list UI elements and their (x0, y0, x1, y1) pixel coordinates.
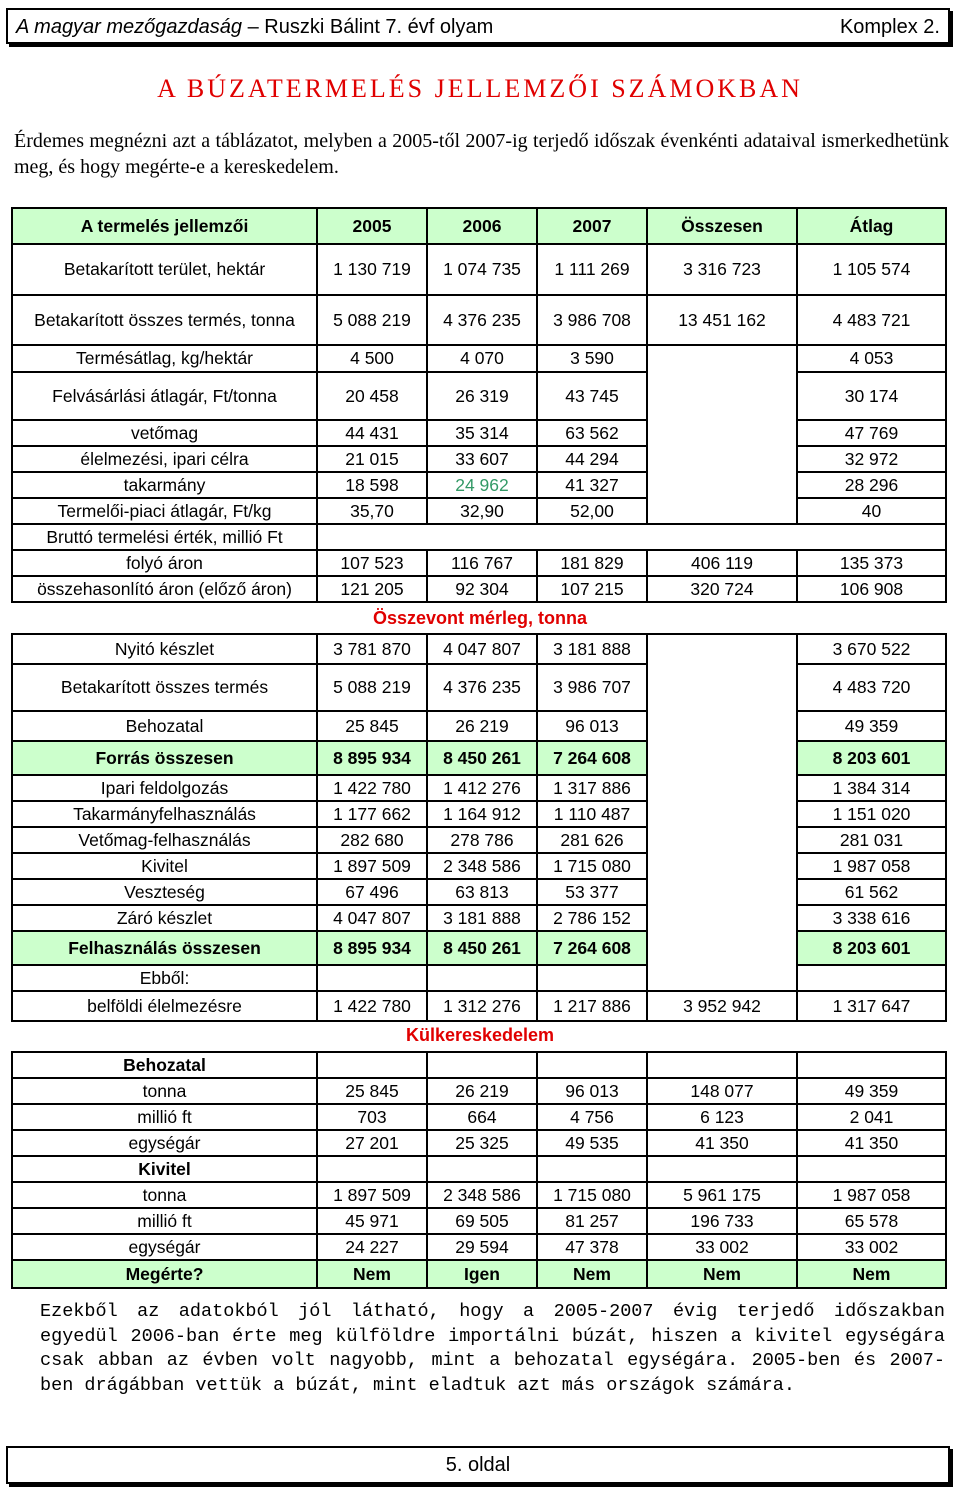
table-row (12, 372, 946, 420)
table-row (12, 1104, 946, 1130)
row-label: Kivitel (12, 1156, 317, 1182)
table-row (12, 965, 946, 991)
table-cell: 43 745 (537, 372, 647, 420)
table-row (12, 472, 946, 498)
row-label: Takarmányfelhasználás (12, 801, 317, 827)
table-cell: 196 733 (647, 1208, 797, 1234)
table-row (12, 550, 946, 576)
table-cell: 121 205 (317, 576, 427, 602)
table-cell: 44 431 (317, 420, 427, 446)
table-row (12, 1078, 946, 1104)
table-cell: 8 895 934 (317, 931, 427, 965)
table-row (12, 801, 946, 827)
table-row (12, 1260, 946, 1288)
table-cell: 8 203 601 (797, 931, 946, 965)
table-cell: 2 348 586 (427, 853, 537, 879)
table-cell: 30 174 (797, 372, 946, 420)
table-row (12, 345, 946, 372)
trade-table (11, 1051, 947, 1289)
table-cell: 27 201 (317, 1130, 427, 1156)
table-row (12, 879, 946, 905)
table-cell: 1 384 314 (797, 775, 946, 801)
table-cell: 8 450 261 (427, 931, 537, 965)
row-label: összehasonlító áron (előző áron) (12, 576, 317, 602)
table-cell: 24 962 (427, 472, 537, 498)
table-cell: 4 756 (537, 1104, 647, 1130)
row-label: élelmezési, ipari célra (12, 446, 317, 472)
table-cell: 8 895 934 (317, 741, 427, 775)
table-cell: 41 327 (537, 472, 647, 498)
table-cell: 44 294 (537, 446, 647, 472)
row-label: Betakarított terület, hektár (12, 244, 317, 295)
table-row (12, 1130, 946, 1156)
row-label: egységár (12, 1130, 317, 1156)
table-cell: 106 908 (797, 576, 946, 602)
table-cell: 47 769 (797, 420, 946, 446)
table-cell (537, 965, 647, 991)
table-cell: 1 317 647 (797, 991, 946, 1021)
table-cell: 1 177 662 (317, 801, 427, 827)
table-cell: 1 897 509 (317, 853, 427, 879)
table-cell: 20 458 (317, 372, 427, 420)
table-cell: 28 296 (797, 472, 946, 498)
row-label: Záró készlet (12, 905, 317, 931)
table-cell: 703 (317, 1104, 427, 1130)
table-cell: 1 412 276 (427, 775, 537, 801)
table-cell (537, 1052, 647, 1078)
table-cell: 1 897 509 (317, 1182, 427, 1208)
page-header (6, 8, 950, 44)
row-label: Veszteség (12, 879, 317, 905)
table-cell: 35 314 (427, 420, 537, 446)
table-cell: 3 338 616 (797, 905, 946, 931)
table-cell: 26 319 (427, 372, 537, 420)
page-title: A BÚZATERMELÉS JELLEMZŐI SZÁMOKBAN (157, 74, 803, 103)
table-cell: 1 151 020 (797, 801, 946, 827)
table-cell: 3 781 870 (317, 634, 427, 664)
table-cell: 282 680 (317, 827, 427, 853)
col-header: A termelés jellemzői (12, 208, 317, 244)
table-cell: 116 767 (427, 550, 537, 576)
table-cell: 3 590 (537, 345, 647, 372)
row-label: Ebből: (12, 965, 317, 991)
row-label: Felhasználás összesen (12, 931, 317, 965)
conclusion-paragraph: Ezekből az adatokból jól látható, hogy a 2005-2007 évig terjedő időszakban egyedül 2006-ban érte meg külföldre importálni búzát, hiszen a kivitel egységára csak abban az évben volt nagyobb, mint a behozatal egységára. 2005-ben és 2007-ben drágábban vettük a búzát, mint eladtuk azt más országok számára. (40, 1301, 945, 1396)
table-cell: 320 724 (647, 576, 797, 602)
page-footer: 5. oldal (6, 1446, 950, 1484)
table-row (12, 741, 946, 775)
table-row (12, 634, 946, 664)
table-cell: 3 986 708 (537, 295, 647, 345)
table-cell: 3 670 522 (797, 634, 946, 664)
table-row (12, 1208, 946, 1234)
table-cell: 40 (797, 498, 946, 524)
table-cell: 406 119 (647, 550, 797, 576)
table-cell (797, 965, 946, 991)
table-cell: Nem (647, 1260, 797, 1288)
table-cell: 41 350 (797, 1130, 946, 1156)
table-cell (317, 1156, 427, 1182)
table-cell: 96 013 (537, 711, 647, 741)
table-cell (647, 1052, 797, 1078)
table-cell (317, 524, 946, 550)
production-table (11, 207, 947, 603)
table-cell (647, 1156, 797, 1182)
table-cell: 49 359 (797, 711, 946, 741)
row-label: belföldi élelmezésre (12, 991, 317, 1021)
col-header: Összesen (647, 208, 797, 244)
header-section: Komplex 2. (839, 16, 940, 38)
table-cell: 4 483 721 (797, 295, 946, 345)
table-cell: 4 047 807 (317, 905, 427, 931)
table-cell: 1 105 574 (797, 244, 946, 295)
col-header: Átlag (797, 208, 946, 244)
balance-section-title: Összevont mérleg, tonna (372, 608, 588, 628)
table-cell: 92 304 (427, 576, 537, 602)
table-row (12, 827, 946, 853)
table-cell: 63 562 (537, 420, 647, 446)
table-cell: 4 053 (797, 345, 946, 372)
table-row (12, 524, 946, 550)
table-cell: 4 376 235 (427, 295, 537, 345)
balance-table (11, 633, 947, 1022)
row-label: tonna (12, 1182, 317, 1208)
row-label: folyó áron (12, 550, 317, 576)
table-row (12, 775, 946, 801)
table-cell: 1 217 886 (537, 991, 647, 1021)
table-cell: 281 031 (797, 827, 946, 853)
table-cell (647, 634, 797, 991)
table-cell: 1 111 269 (537, 244, 647, 295)
table-row (12, 991, 946, 1021)
table-row (12, 664, 946, 711)
row-label: Termelői-piaci átlagár, Ft/kg (12, 498, 317, 524)
intro-paragraph: Érdemes megnézni azt a táblázatot, melyben a 2005-től 2007-ig terjedő időszak évenkénti adataival ismerkedhetünk meg, és hogy megérte-e a kereskedelem. (14, 130, 949, 178)
table-cell: 24 227 (317, 1234, 427, 1260)
table-cell: 1 164 912 (427, 801, 537, 827)
table-cell (537, 1156, 647, 1182)
table-cell: 1 422 780 (317, 775, 427, 801)
table-cell: 53 377 (537, 879, 647, 905)
table-cell: 26 219 (427, 711, 537, 741)
table-cell: 32 972 (797, 446, 946, 472)
table-cell: 47 378 (537, 1234, 647, 1260)
table-cell: 1 715 080 (537, 1182, 647, 1208)
header-title (16, 16, 493, 39)
row-label: Felvásárlási átlagár, Ft/tonna (12, 372, 317, 420)
table-cell: 107 215 (537, 576, 647, 602)
table-cell: 13 451 162 (647, 295, 797, 345)
table-cell: 8 450 261 (427, 741, 537, 775)
table-cell: 52,00 (537, 498, 647, 524)
table-row (12, 853, 946, 879)
table-cell: 4 070 (427, 345, 537, 372)
table-cell: 148 077 (647, 1078, 797, 1104)
table-cell: 1 987 058 (797, 853, 946, 879)
table-cell: 5 088 219 (317, 664, 427, 711)
table-cell: 1 110 487 (537, 801, 647, 827)
table-cell: 1 422 780 (317, 991, 427, 1021)
table-cell (427, 965, 537, 991)
table-cell: 29 594 (427, 1234, 537, 1260)
row-label: Bruttó termelési érték, millió Ft (12, 524, 317, 550)
table-cell: Nem (317, 1260, 427, 1288)
table-cell: 4 047 807 (427, 634, 537, 664)
table-cell: 3 181 888 (537, 634, 647, 664)
row-label: Forrás összesen (12, 741, 317, 775)
header-author: – Ruszki Bálint 7. évf olyam (242, 16, 494, 38)
table-cell: 63 813 (427, 879, 537, 905)
table-cell: 41 350 (647, 1130, 797, 1156)
table-cell: 1 130 719 (317, 244, 427, 295)
table-cell (317, 965, 427, 991)
row-label: egységár (12, 1234, 317, 1260)
table-cell: 3 181 888 (427, 905, 537, 931)
table-cell: 5 088 219 (317, 295, 427, 345)
table-cell: 81 257 (537, 1208, 647, 1234)
row-label: Termésátlag, kg/hektár (12, 345, 317, 372)
table-cell: 69 505 (427, 1208, 537, 1234)
table-cell: 25 325 (427, 1130, 537, 1156)
table-cell (797, 1052, 946, 1078)
table-row (12, 931, 946, 965)
table-cell: 49 535 (537, 1130, 647, 1156)
table-cell: 2 786 152 (537, 905, 647, 931)
table-cell: Igen (427, 1260, 537, 1288)
table-cell: 3 316 723 (647, 244, 797, 295)
table-cell: 2 348 586 (427, 1182, 537, 1208)
col-header: 2006 (427, 208, 537, 244)
table-cell: 181 829 (537, 550, 647, 576)
row-label: Vetőmag-felhasználás (12, 827, 317, 853)
table-cell: 25 845 (317, 1078, 427, 1104)
table-row (12, 711, 946, 741)
table-row (12, 295, 946, 345)
table-cell: 21 015 (317, 446, 427, 472)
row-label: millió ft (12, 1104, 317, 1130)
table-cell (427, 1052, 537, 1078)
table-row (12, 244, 946, 295)
table-cell: 5 961 175 (647, 1182, 797, 1208)
table-cell: 33 002 (647, 1234, 797, 1260)
table-cell: 61 562 (797, 879, 946, 905)
row-label: Ipari feldolgozás (12, 775, 317, 801)
table-cell: 33 002 (797, 1234, 946, 1260)
table-cell: 4 483 720 (797, 664, 946, 711)
table-cell: 18 598 (317, 472, 427, 498)
table-row (12, 1156, 946, 1182)
table-row (12, 446, 946, 472)
table-cell: Nem (537, 1260, 647, 1288)
table-cell: 67 496 (317, 879, 427, 905)
trade-section-title: Külkereskedelem (405, 1025, 555, 1045)
table-row (12, 498, 946, 524)
table-cell: 278 786 (427, 827, 537, 853)
production-header-row (12, 208, 946, 244)
row-label: Behozatal (12, 1052, 317, 1078)
table-cell (797, 1156, 946, 1182)
table-cell: 2 041 (797, 1104, 946, 1130)
table-cell: 8 203 601 (797, 741, 946, 775)
table-cell: 1 317 886 (537, 775, 647, 801)
table-cell: 1 074 735 (427, 244, 537, 295)
table-cell: 107 523 (317, 550, 427, 576)
table-cell: 7 264 608 (537, 741, 647, 775)
table-cell: 35,70 (317, 498, 427, 524)
table-cell (317, 1052, 427, 1078)
table-cell (427, 1156, 537, 1182)
table-cell: 45 971 (317, 1208, 427, 1234)
table-row (12, 576, 946, 602)
header-subject: A magyar mezőgazdaság (16, 16, 243, 38)
row-label: Kivitel (12, 853, 317, 879)
table-row (12, 1052, 946, 1078)
row-label: Betakarított összes termés, tonna (12, 295, 317, 345)
table-row (12, 905, 946, 931)
row-label: Nyitó készlet (12, 634, 317, 664)
table-cell: 3 952 942 (647, 991, 797, 1021)
col-header: 2007 (537, 208, 647, 244)
row-label: vetőmag (12, 420, 317, 446)
table-cell (647, 345, 797, 524)
table-cell: 3 986 707 (537, 664, 647, 711)
table-row (12, 420, 946, 446)
table-cell: 1 312 276 (427, 991, 537, 1021)
table-row (12, 1234, 946, 1260)
table-cell: 25 845 (317, 711, 427, 741)
row-label: millió ft (12, 1208, 317, 1234)
table-cell: 32,90 (427, 498, 537, 524)
table-cell: 664 (427, 1104, 537, 1130)
table-cell: 4 500 (317, 345, 427, 372)
table-cell: 6 123 (647, 1104, 797, 1130)
table-cell: 33 607 (427, 446, 537, 472)
table-cell: 26 219 (427, 1078, 537, 1104)
row-label: Megérte? (12, 1260, 317, 1288)
table-cell: 49 359 (797, 1078, 946, 1104)
row-label: tonna (12, 1078, 317, 1104)
table-cell: 96 013 (537, 1078, 647, 1104)
row-label: Behozatal (12, 711, 317, 741)
table-row (12, 1182, 946, 1208)
table-cell: 1 987 058 (797, 1182, 946, 1208)
row-label: Betakarított összes termés (12, 664, 317, 711)
table-cell: Nem (797, 1260, 946, 1288)
table-cell: 281 626 (537, 827, 647, 853)
row-label: takarmány (12, 472, 317, 498)
table-cell: 4 376 235 (427, 664, 537, 711)
table-cell: 1 715 080 (537, 853, 647, 879)
table-cell: 135 373 (797, 550, 946, 576)
table-cell: 65 578 (797, 1208, 946, 1234)
table-cell: 7 264 608 (537, 931, 647, 965)
col-header: 2005 (317, 208, 427, 244)
